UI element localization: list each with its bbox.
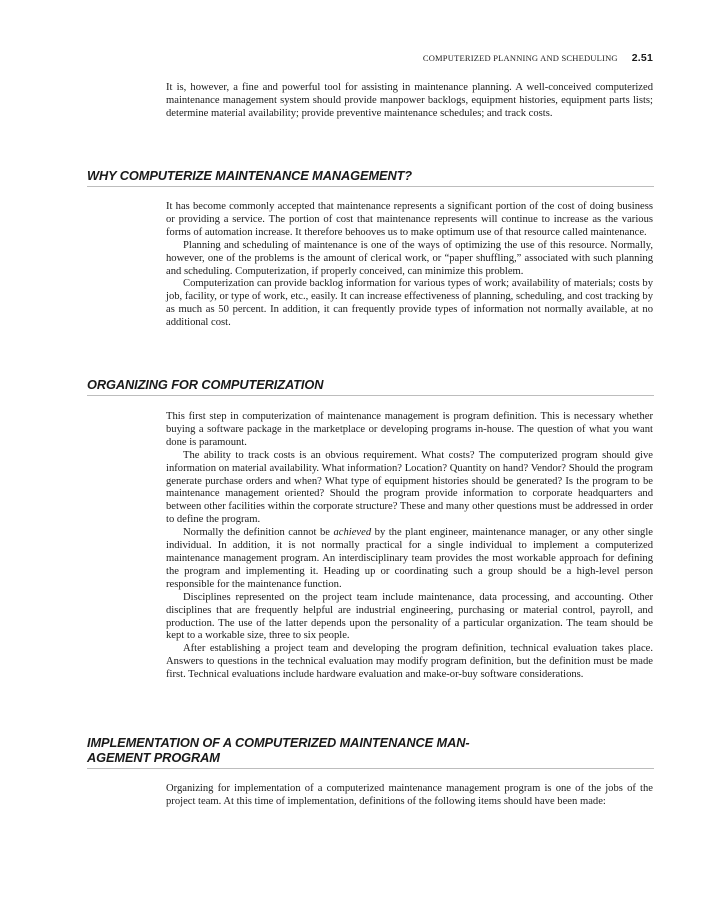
implementation-section-body [166,783,653,809]
organizing-paragraph-1: This first step in computerization of maintenance management is program definition. This is necessary whether buying a software package in the marketplace or developing programs in-house. The question of what you want done is paramount. [166,411,653,448]
why-paragraph-3: Computerization can provide backlog information for various types of work; availability of materials; costs by job, facility, or type of work, etc., easily. It can increase effectiveness of planning, scheduling, and cost tracking by as much as 50 percent. In addition, it can frequently provide types of information not normally available, at no additional cost. [166,278,653,329]
organizing-paragraph-3-start: Normally the definition cannot be [183,527,334,539]
implementation-heading-line-1: IMPLEMENTATION OF A COMPUTERIZED MAINTENANCE MAN- [87,735,470,750]
running-header [423,52,653,64]
section-heading-why-computerize: WHY COMPUTERIZE MAINTENANCE MANAGEMENT? [87,168,654,187]
why-paragraph-1: It has become commonly accepted that maintenance represents a significant portion of the cost of doing business or providing a service. The portion of cost that maintenance represents will continue to increase as the various forms of automation increase. It therefore behooves us to make optimum use of that resource called maintenance. [166,201,653,238]
organizing-paragraph-3-end: by the plant engineer, maintenance manager, or any other single individual. In addition, it is not normally practical for a single individual to implement a computerized maintenance management program. An interdisciplinary team provides the most workable approach for defining the program and implementing it. Heading up or coordinating such a group should be a high-level person responsible for the maintenance function. [166,527,653,590]
why-paragraph-2: Planning and scheduling of maintenance is one of the ways of optimizing the use of this resource. Normally, however, one of the problems is the amount of clerical work, or “paper shuffling,” associated with such planning and scheduling. Computerization, if properly conceived, can minimize this problem. [166,239,653,277]
running-title: COMPUTERIZED PLANNING AND SCHEDULING [422,53,618,63]
section-heading-organizing: ORGANIZING FOR COMPUTERIZATION [87,377,654,396]
implementation-heading-line-2: AGEMENT PROGRAM [87,750,220,765]
intro-block [166,82,653,121]
organizing-paragraph-2: The ability to track costs is an obvious requirement. What costs? The computerized program should give information on material availability. What information? Location? Quantity on hand? Vendor? Should the program generate purchase orders and when? What type of equipment histories should be generated? Is the program to be maintenance management oriented? Should the program provide information to corporate headquarters and between other facilities within the corporate structure? These and many other questions must be addressed in order to define the program. [166,449,653,526]
emphasized-word: achieved [333,527,372,539]
implementation-paragraph: Organizing for implementation of a computerized maintenance management program is one of the jobs of the project team. At this time of implementation, definitions of the following items should have been made: [166,783,653,807]
section-heading-implementation [87,735,654,769]
organizing-paragraph-5: After establishing a project team and developing the program definition, technical evaluation takes place. Answers to questions in the technical evaluation may modify program definition, but the definition must be made first. Technical evaluations include hardware evaluation and make-or-buy software considerations. [166,643,653,681]
organizing-section-body [166,411,653,682]
why-section-body [166,201,653,330]
organizing-paragraph-3 [166,527,653,592]
organizing-paragraph-4: Disciplines represented on the project team include maintenance, data processing, and accounting. Other disciplines that are frequently helpful are industrial engineering, purchasing or material control, payroll, and production. The use of the latter depends upon the personality of a particular organization. The team should be kept to a workable size, three to six people. [166,591,653,642]
page-number: 2.51 [631,52,653,64]
intro-paragraph: It is, however, a fine and powerful tool for assisting in maintenance planning. A well-conceived computerized maintenance management system should provide manpower backlogs, equipment histories, equipment parts lists; determine material availability; provide preventive maintenance schedules; and track costs. [166,82,653,119]
